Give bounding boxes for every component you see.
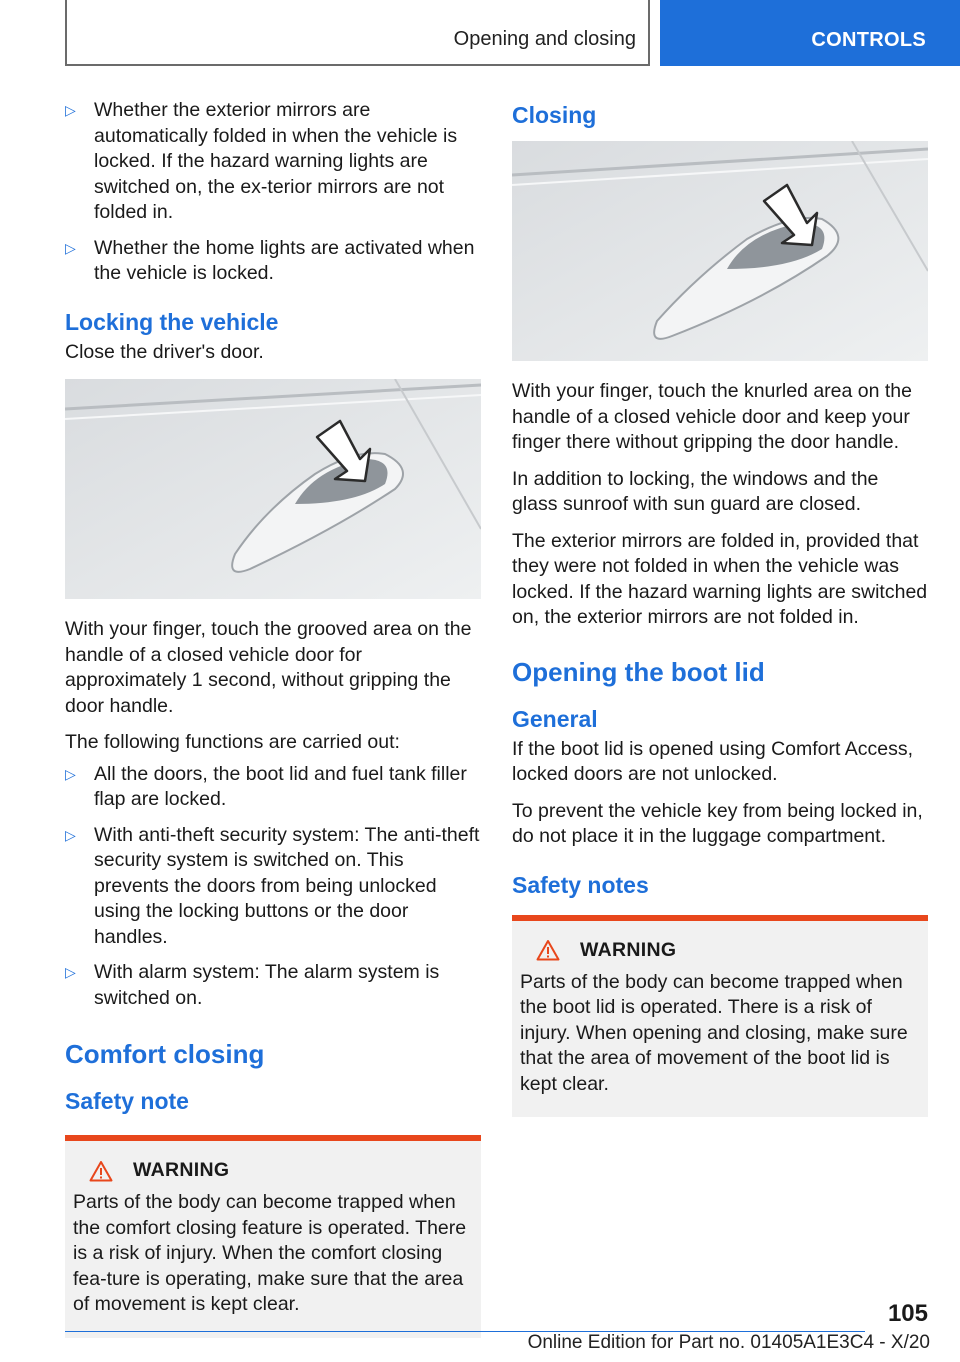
edition-text: Online Edition for Part no. 01405A1E3C4 - X/20 bbox=[527, 1332, 930, 1353]
page-number: 105 bbox=[887, 1300, 928, 1327]
list-item: ▷ Whether the home lights are activated when the vehicle is locked. bbox=[65, 236, 475, 284]
triangle-bullet-icon: ▷ bbox=[65, 239, 76, 256]
section-title: Opening and closing bbox=[453, 28, 636, 50]
door-handle-illustration bbox=[512, 141, 928, 361]
door-handle-illustration bbox=[65, 379, 481, 599]
chapter-tab bbox=[660, 0, 960, 66]
warning-triangle-icon bbox=[536, 939, 560, 961]
warning-header bbox=[89, 1159, 473, 1182]
door-handle-figure bbox=[512, 141, 928, 361]
general-text-2: To prevent the vehicle key from being locked in, do not place it in the luggage compartment. bbox=[512, 799, 923, 847]
locking-intro: Close the driver's door. bbox=[65, 340, 264, 363]
warning-text: Parts of the body can become trapped when the boot lid is operated. There is a risk of injury. When opening and closing, make sure that the area of movement of the boot lid is kept clear. bbox=[520, 970, 908, 1095]
closing-text-1: With your finger, touch the knurled area on the handle of a closed vehicle door and keep your finger there without gripping the door handle. bbox=[512, 380, 912, 453]
warning-triangle-icon bbox=[89, 1160, 113, 1182]
closing-text-2: In addition to locking, the windows and the glass sunroof with sun guard are closed. bbox=[512, 467, 879, 515]
warning-label: WARNING bbox=[133, 1159, 230, 1181]
left-column bbox=[65, 98, 481, 1338]
door-handle-figure bbox=[65, 379, 481, 599]
comfort-closing-heading: Comfort closing bbox=[65, 1039, 265, 1069]
list-item: ▷ With alarm system: The alarm system is switched on. bbox=[65, 961, 440, 1009]
triangle-bullet-icon: ▷ bbox=[65, 826, 76, 843]
list-item: ▷ With anti-theft security system: The anti-theft security system is switched on. This prevents the doors from being unlocked using the locking buttons or the door handles. bbox=[65, 823, 480, 948]
triangle-bullet-icon: ▷ bbox=[65, 102, 76, 118]
warning-box bbox=[65, 1135, 481, 1338]
warning-label: WARNING bbox=[580, 938, 677, 961]
list-item: ▷ Whether the exterior mirrors are automatically folded in when the vehicle is locked. If the hazard warning lights are switched on, the ex-terior mirrors are not folded in. bbox=[65, 99, 458, 223]
settings-list bbox=[65, 98, 481, 287]
triangle-bullet-icon: ▷ bbox=[65, 765, 76, 782]
general-heading: General bbox=[512, 705, 598, 732]
general-text-1: If the boot lid is opened using Comfort Access, locked doors are not unlocked. bbox=[512, 737, 914, 785]
locking-text: With your finger, touch the grooved area on the handle of a closed vehicle door for approximately 1 second, without gripping the door handle. bbox=[65, 618, 472, 717]
warning-box bbox=[512, 915, 928, 1118]
list-item: ▷ All the doors, the boot lid and fuel tank filler flap are locked. bbox=[65, 762, 467, 810]
locking-heading: Locking the vehicle bbox=[65, 308, 279, 335]
warning-text: Parts of the body can become trapped when the comfort closing feature is operated. There is a risk of injury. When the comfort closing fea-ture is operating, make sure that the area of movement is kept clear. bbox=[73, 1191, 467, 1315]
warning-header bbox=[536, 939, 920, 962]
functions-list bbox=[65, 762, 481, 1012]
right-column bbox=[512, 98, 928, 1117]
chapter-tab-label: CONTROLS bbox=[811, 29, 926, 51]
safety-notes-heading: Safety notes bbox=[512, 871, 649, 898]
functions-intro: The following functions are carried out: bbox=[65, 731, 400, 753]
closing-text-3: The exterior mirrors are folded in, provided that they were not folded in when the vehicle was locked. If the hazard warning lights are switched on, the exterior mirrors are not folded in. bbox=[512, 529, 928, 628]
boot-lid-heading: Opening the boot lid bbox=[512, 656, 765, 687]
closing-heading: Closing bbox=[512, 102, 597, 128]
safety-note-heading: Safety note bbox=[65, 1088, 189, 1114]
triangle-bullet-icon: ▷ bbox=[65, 964, 76, 980]
page-header bbox=[0, 0, 960, 66]
